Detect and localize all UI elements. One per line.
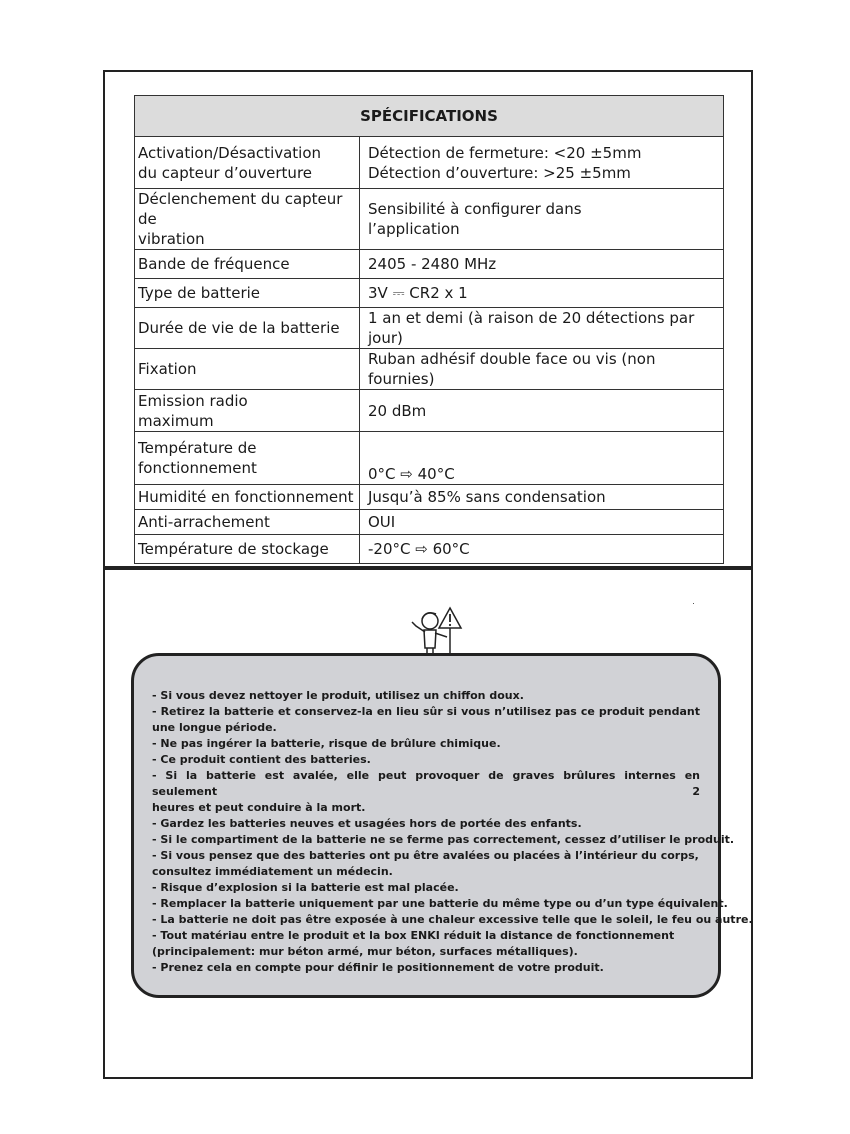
warning-line: une longue période.: [152, 721, 277, 734]
safety-warnings-box: [131, 653, 753, 998]
spec-value: [360, 432, 724, 485]
spec-label-line: Anti-arrachement: [138, 513, 270, 531]
warning-line: - Retirez la batterie et conservez-la en lieu sûr si vous n’utilisez pas ce produit pendant: [152, 705, 700, 718]
warning-line: - La batterie ne doit pas être exposée à une chaleur excessive telle que le soleil, le feu ou autre.: [152, 913, 753, 926]
spec-label: [135, 432, 360, 485]
spec-label-line: fonctionnement: [138, 459, 257, 477]
spec-row: [135, 279, 724, 308]
spec-value: [360, 535, 724, 564]
spec-value: [360, 189, 724, 250]
spec-value: [360, 390, 724, 432]
spec-label: [135, 349, 360, 390]
spec-row: [135, 485, 724, 510]
spec-label-line: Fixation: [138, 360, 197, 378]
warning-line: - Ce produit contient des batteries.: [152, 753, 371, 766]
spec-value-line: Jusqu’à 85% sans condensation: [368, 488, 606, 506]
warning-line: heures et peut conduire à la mort.: [152, 801, 366, 814]
spec-value-line: 0°C ⇨ 40°C: [368, 465, 455, 483]
warning-line: consultez immédiatement un médecin.: [152, 865, 393, 878]
spec-row: [135, 137, 724, 189]
spec-value: [360, 279, 724, 308]
spec-label-line: Emission radio: [138, 391, 248, 410]
spec-label-line: Température de stockage: [138, 540, 329, 558]
warning-line: - Risque d’explosion si la batterie est mal placée.: [152, 881, 459, 894]
spec-label-line: Activation/Désactivation: [138, 143, 322, 162]
spec-value: [360, 137, 724, 189]
spec-value-line: 1 an et demi (à raison de 20 détections par jour): [368, 309, 695, 347]
spec-row: [135, 432, 724, 485]
warning-line: - Ne pas ingérer la batterie, risque de brûlure chimique.: [152, 737, 501, 750]
spec-label-line: Humidité en fonctionnement: [138, 488, 354, 506]
spec-label: [135, 250, 360, 279]
spec-label-line: maximum: [138, 411, 214, 430]
spec-value-line: Ruban adhésif double face ou vis (non fournies): [368, 350, 656, 388]
spec-value-line: 2405 - 2480 MHz: [368, 255, 497, 273]
spec-value-line: OUI: [368, 513, 396, 531]
specifications-title: SPÉCIFICATIONS: [135, 96, 724, 137]
warning-line: - Si vous pensez que des batteries ont pu être avalées ou placées à l’intérieur du corps,: [152, 849, 699, 862]
spec-label: [135, 279, 360, 308]
spec-value: [360, 510, 724, 535]
spec-label-line: Bande de fréquence: [138, 255, 290, 273]
warning-line: - Gardez les batteries neuves et usagées hors de portée des enfants.: [152, 817, 582, 830]
specifications-table: [134, 95, 724, 564]
spec-value-line: l’application: [368, 220, 460, 238]
spec-row: [135, 535, 724, 564]
spec-label: [135, 390, 360, 432]
spec-label-line: du capteur d’ouverture: [138, 163, 313, 182]
warning-line: - Prenez cela en compte pour définir le positionnement de votre produit.: [152, 961, 604, 974]
spec-value: [360, 485, 724, 510]
spec-label: [135, 308, 360, 349]
spec-row: [135, 189, 724, 250]
spec-value: [360, 250, 724, 279]
spec-label-line: Température de: [138, 439, 257, 457]
spec-label-line: Durée de vie de la batterie: [138, 319, 340, 337]
spec-row: [135, 349, 724, 390]
warning-line: - Si le compartiment de la batterie ne se ferme pas correctement, cessez d’utiliser le produit.: [152, 833, 735, 846]
spec-value: [360, 308, 724, 349]
stray-dot: [693, 603, 694, 604]
spec-value-line: Détection de fermeture: <20 ±5mm: [368, 143, 642, 162]
spec-label: [135, 189, 360, 250]
warning-line: (principalement: mur béton armé, mur béton, surfaces métalliques).: [152, 945, 578, 958]
spec-label-line: vibration: [138, 230, 205, 248]
warning-line: - Si vous devez nettoyer le produit, utilisez un chiffon doux.: [152, 689, 524, 702]
spec-label: [135, 485, 360, 510]
spec-value: [360, 349, 724, 390]
spec-value-line: Détection d’ouverture: >25 ±5mm: [368, 163, 631, 182]
spec-row: [135, 308, 724, 349]
warning-line: - Si la batterie est avalée, elle peut provoquer de graves brûlures internes en seulement 2: [152, 769, 700, 798]
spec-label: [135, 137, 360, 189]
spec-row: [135, 510, 724, 535]
spec-row: [135, 390, 724, 432]
spec-value-line: 20 dBm: [368, 401, 427, 420]
spec-value-line: Sensibilité à configurer dans: [368, 200, 582, 218]
spec-label: [135, 510, 360, 535]
warning-line: - Remplacer la batterie uniquement par une batterie du même type ou d’un type équivalent.: [152, 897, 728, 910]
spec-label: [135, 535, 360, 564]
spec-label-line: Type de batterie: [138, 284, 261, 302]
spec-value-line: -20°C ⇨ 60°C: [368, 540, 470, 558]
spec-value-line: 3V ⎓ CR2 x 1: [368, 284, 468, 302]
warning-line: - Tout matériau entre le produit et la box ENKI réduit la distance de fonctionnement: [152, 929, 675, 942]
spec-label-line: Déclenchement du capteur de: [138, 190, 343, 228]
spec-row: [135, 250, 724, 279]
